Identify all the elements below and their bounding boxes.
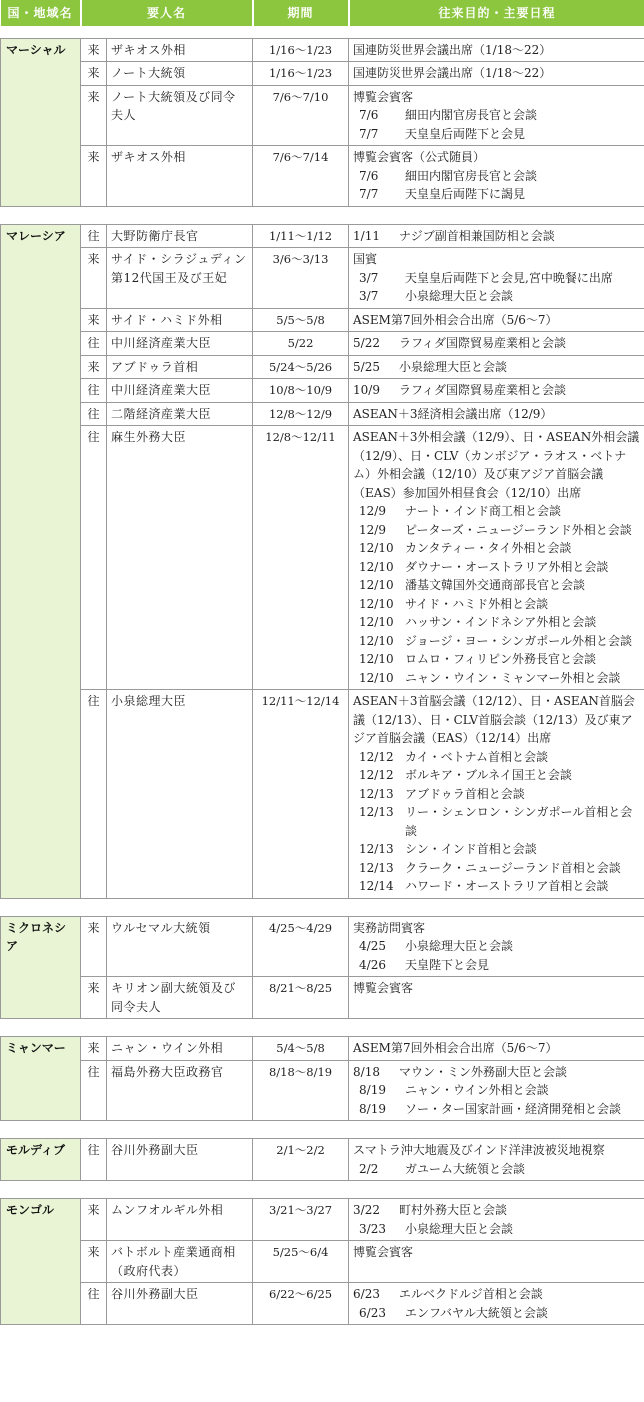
period-cell: 3/21～3/27 <box>253 1199 349 1241</box>
person-cell: 小泉総理大臣 <box>107 690 253 899</box>
schedule-date: 1/11 <box>353 228 380 243</box>
table-row <box>1 916 644 977</box>
schedule-date: 8/19 <box>359 1083 386 1097</box>
table-row <box>1 308 644 332</box>
schedule-text: 小泉総理大臣と会談 <box>399 359 508 374</box>
schedule-item <box>353 1220 642 1239</box>
schedule-text: 天皇陛下と会見 <box>405 957 490 972</box>
schedule-date: 2/2 <box>359 1161 379 1176</box>
purpose-cell <box>349 248 644 309</box>
schedule-item <box>353 937 642 956</box>
table-row <box>1 62 644 86</box>
schedule-date: 12/10 <box>359 615 394 629</box>
group-spacer <box>1 898 644 916</box>
table-row <box>1 248 644 309</box>
schedule-text: ナート・インド商工相と会談 <box>405 504 562 518</box>
person-cell: ノート大統領及び同令夫人 <box>107 85 253 146</box>
schedule-item <box>353 381 642 400</box>
person-cell: 中川経済産業大臣 <box>107 332 253 356</box>
purpose-text: ASEM第7回外相会合出席（5/6～7） <box>353 312 558 327</box>
schedule-item <box>353 334 642 353</box>
direction-cell: 来 <box>81 146 107 207</box>
person-cell: ザキオス外相 <box>107 146 253 207</box>
period-cell: 1/16～1/23 <box>253 62 349 86</box>
person-cell: サイド・ハミド外相 <box>107 308 253 332</box>
person-cell: キリオン副大統領及び同令夫人 <box>107 977 253 1019</box>
purpose-cell <box>349 402 644 426</box>
schedule-text: 細田内閣官房長官と会談 <box>405 168 538 183</box>
direction-cell: 来 <box>81 355 107 379</box>
schedule-date: 4/25 <box>359 939 386 953</box>
purpose-text: 博覧会賓客 <box>353 1245 414 1259</box>
period-cell: 12/11～12/14 <box>253 690 349 899</box>
schedule-text: ロムロ・フィリピン外務長官と会談 <box>405 652 597 666</box>
purpose-text: 国賓 <box>353 252 378 266</box>
person-cell: ウルセマル大統領 <box>107 916 253 977</box>
person-cell: 二階経済産業大臣 <box>107 402 253 426</box>
header-person: 要人名 <box>81 0 253 26</box>
schedule-date: 7/6 <box>359 168 379 183</box>
purpose-cell <box>349 62 644 86</box>
group-spacer <box>1 1019 644 1037</box>
purpose-text: ASEM第7回外相会合出席（5/6～7） <box>353 1041 558 1055</box>
schedule-item <box>353 1201 642 1220</box>
purpose-text: 博覧会賓客（公式随員） <box>353 150 486 164</box>
schedule-date: 12/10 <box>359 559 394 574</box>
schedule-text: クラーク・ニュージーランド首相と会談 <box>405 860 621 875</box>
purpose-cell <box>349 355 644 379</box>
period-cell: 12/8～12/11 <box>253 426 349 690</box>
schedule-text: 天皇皇后両陛下と会見 <box>405 126 526 141</box>
table-header-row <box>1 0 644 26</box>
schedule-text: ジョージ・ヨー・シンガポール外相と会談 <box>405 633 632 648</box>
period-cell: 7/6～7/14 <box>253 146 349 207</box>
person-cell: 中川経済産業大臣 <box>107 379 253 403</box>
schedule-item <box>353 185 642 204</box>
period-cell: 7/6～7/10 <box>253 85 349 146</box>
group-spacer <box>1 1121 644 1139</box>
table-row <box>1 977 644 1019</box>
person-cell: サイド・シラジュディン第12代国王及び王妃 <box>107 248 253 309</box>
schedule-item <box>353 1100 642 1119</box>
table-row <box>1 355 644 379</box>
period-cell: 12/8～12/9 <box>253 402 349 426</box>
direction-cell: 往 <box>81 224 107 248</box>
schedule-text: カンタティー・タイ外相と会談 <box>405 541 572 555</box>
person-cell: バトボルト産業通商相（政府代表） <box>107 1241 253 1283</box>
person-cell: 大野防衛庁長官 <box>107 224 253 248</box>
purpose-text: 実務訪問賓客 <box>353 920 426 935</box>
purpose-cell <box>349 1241 644 1283</box>
purpose-cell <box>349 690 644 899</box>
schedule-item <box>353 227 642 246</box>
direction-cell: 来 <box>81 1241 107 1283</box>
schedule-date: 12/9 <box>359 522 386 537</box>
schedule-date: 3/7 <box>359 289 379 303</box>
purpose-cell <box>349 38 644 62</box>
schedule-text: 小泉総理大臣と会談 <box>405 939 514 953</box>
schedule-date: 12/10 <box>359 652 394 666</box>
schedule-item <box>353 167 642 186</box>
period-cell: 1/11～1/12 <box>253 224 349 248</box>
table-row <box>1 379 644 403</box>
table-row <box>1 85 644 146</box>
schedule-item <box>353 521 642 540</box>
table-row <box>1 1199 644 1241</box>
purpose-cell <box>349 308 644 332</box>
purpose-cell <box>349 977 644 1019</box>
spacer-cell <box>1 206 644 224</box>
country-cell: ミクロネシア <box>1 916 81 1019</box>
schedule-date: 8/19 <box>359 1101 386 1116</box>
schedule-date: 7/6 <box>359 108 379 122</box>
schedule-item <box>353 748 642 767</box>
table-row <box>1 1060 644 1121</box>
header-country: 国・地域名 <box>1 0 81 26</box>
header-purpose: 往来目的・主要日程 <box>349 0 644 26</box>
schedule-text: エルベクドルジ首相と会談 <box>399 1287 543 1301</box>
direction-cell: 往 <box>81 1139 107 1181</box>
person-cell: ノート大統領 <box>107 62 253 86</box>
country-cell: マーシャル <box>1 38 81 206</box>
schedule-text: 小泉総理大臣と会談 <box>405 289 514 303</box>
country-cell: ミャンマー <box>1 1037 81 1121</box>
direction-cell: 往 <box>81 1283 107 1325</box>
spacer-cell <box>1 898 644 916</box>
schedule-text: ピーターズ・ニュージーランド外相と会談 <box>405 522 632 537</box>
purpose-cell <box>349 1060 644 1121</box>
direction-cell: 来 <box>81 308 107 332</box>
person-cell: ザキオス外相 <box>107 38 253 62</box>
purpose-cell <box>349 379 644 403</box>
schedule-text: 天皇皇后両陛下と会見,宮中晩餐に出席 <box>405 270 613 285</box>
schedule-item <box>353 1160 642 1179</box>
period-cell: 5/5～5/8 <box>253 308 349 332</box>
schedule-item <box>353 595 642 614</box>
period-cell: 5/4～5/8 <box>253 1037 349 1061</box>
schedule-item <box>353 613 642 632</box>
table-row <box>1 1139 644 1181</box>
purpose-text: ASEAN＋3外相会議（12/9）、日・ASEAN外相会議（12/9）、日・CLV（カンボジア・ラオス・ベトナム）外相会議（12/10）及び東アジア首脳会議（EAS）参加国外相昼食会（12/10）出席 <box>353 430 640 500</box>
schedule-date: 5/22 <box>353 336 380 350</box>
purpose-cell <box>349 916 644 977</box>
schedule-text: 小泉総理大臣と会談 <box>405 1221 514 1236</box>
table-row <box>1 1037 644 1061</box>
schedule-date: 12/9 <box>359 504 386 518</box>
direction-cell: 来 <box>81 1199 107 1241</box>
country-cell: モンゴル <box>1 1199 81 1325</box>
direction-cell: 来 <box>81 62 107 86</box>
person-cell: 谷川外務副大臣 <box>107 1283 253 1325</box>
period-cell: 8/18～8/19 <box>253 1060 349 1121</box>
schedule-text: ナジブ副首相兼国防相と会談 <box>399 228 555 243</box>
direction-cell: 来 <box>81 85 107 146</box>
header-period: 期間 <box>253 0 349 26</box>
period-cell: 3/6～3/13 <box>253 248 349 309</box>
schedule-date: 3/23 <box>359 1221 386 1236</box>
schedule-date: 12/12 <box>359 749 394 764</box>
purpose-cell <box>349 1283 644 1325</box>
direction-cell: 往 <box>81 402 107 426</box>
schedule-text: ニャン・ウイン・ミャンマー外相と会談 <box>405 670 621 685</box>
purpose-cell <box>349 426 644 690</box>
purpose-text: ASEAN＋3首脳会議（12/12）、日・ASEAN首脳会議（12/13）、日・CLV首脳会談（12/13）及び東アジア首脳会議（EAS）（12/14）出席 <box>353 694 635 745</box>
schedule-item <box>353 803 642 840</box>
schedule-text: マウン・ミン外務副大臣と会談 <box>399 1064 568 1079</box>
schedule-date: 6/23 <box>353 1287 380 1301</box>
person-cell: アブドゥラ首相 <box>107 355 253 379</box>
schedule-date: 12/13 <box>359 842 394 856</box>
direction-cell: 来 <box>81 38 107 62</box>
purpose-cell <box>349 1037 644 1061</box>
purpose-text: 博覧会賓客 <box>353 89 414 104</box>
purpose-cell <box>349 146 644 207</box>
table-row <box>1 332 644 356</box>
person-cell: 谷川外務副大臣 <box>107 1139 253 1181</box>
table-row <box>1 402 644 426</box>
schedule-text: カイ・ベトナム首相と会談 <box>405 749 549 764</box>
purpose-text: 国連防災世界会議出席（1/18～22） <box>353 42 552 57</box>
direction-cell: 来 <box>81 916 107 977</box>
schedule-item <box>353 632 642 651</box>
spacer-cell <box>1 1181 644 1199</box>
direction-cell: 往 <box>81 426 107 690</box>
schedule-text: ハワード・オーストラリア首相と会談 <box>405 879 609 893</box>
schedule-text: ボルキア・ブルネイ国王と会談 <box>405 768 572 782</box>
direction-cell: 往 <box>81 379 107 403</box>
schedule-text: 天皇皇后両陛下に謁見 <box>405 187 526 201</box>
schedule-date: 7/7 <box>359 187 379 201</box>
person-cell: 福島外務大臣政務官 <box>107 1060 253 1121</box>
table-row <box>1 1241 644 1283</box>
period-cell: 2/1～2/2 <box>253 1139 349 1181</box>
table-row <box>1 224 644 248</box>
schedule-date: 3/22 <box>353 1203 380 1217</box>
table-row <box>1 38 644 62</box>
schedule-item <box>353 125 642 144</box>
schedule-item <box>353 539 642 558</box>
schedule-date: 12/13 <box>359 860 394 875</box>
spacer-cell <box>1 26 644 38</box>
schedule-date: 12/12 <box>359 768 394 782</box>
period-cell: 5/22 <box>253 332 349 356</box>
person-cell: ニャン・ウイン外相 <box>107 1037 253 1061</box>
schedule-date: 12/10 <box>359 541 394 555</box>
schedule-date: 7/7 <box>359 126 379 141</box>
schedule-item <box>353 956 642 975</box>
direction-cell: 往 <box>81 332 107 356</box>
schedule-date: 6/23 <box>359 1305 386 1320</box>
schedule-text: 細田内閣官房長官と会談 <box>405 108 538 122</box>
schedule-date: 8/18 <box>353 1064 380 1079</box>
schedule-text: ラフィダ国際貿易産業相と会談 <box>399 336 567 350</box>
purpose-cell <box>349 1199 644 1241</box>
period-cell: 5/25～6/4 <box>253 1241 349 1283</box>
period-cell: 8/21～8/25 <box>253 977 349 1019</box>
schedule-item <box>353 840 642 859</box>
schedule-text: ハッサン・インドネシア外相と会談 <box>405 615 597 629</box>
schedule-item <box>353 502 642 521</box>
period-cell: 5/24～5/26 <box>253 355 349 379</box>
purpose-text: 博覧会賓客 <box>353 981 414 995</box>
spacer-cell <box>1 1019 644 1037</box>
schedule-text: エンフバヤル大統領と会談 <box>405 1305 548 1320</box>
direction-cell: 来 <box>81 248 107 309</box>
direction-cell: 往 <box>81 1060 107 1121</box>
schedule-date: 5/25 <box>353 359 380 374</box>
table-row <box>1 1283 644 1325</box>
schedule-text: 町村外務大臣と会談 <box>399 1203 508 1217</box>
schedule-date: 12/13 <box>359 786 394 801</box>
schedule-item <box>353 669 642 688</box>
schedule-text: リー・シェンロン・シンガポール首相と会談 <box>405 805 633 838</box>
direction-cell: 来 <box>81 1037 107 1061</box>
person-cell: ムンフオルギル外相 <box>107 1199 253 1241</box>
schedule-date: 12/14 <box>359 879 394 893</box>
schedule-text: 潘基文韓国外交通商部長官と会談 <box>405 578 586 592</box>
schedule-date: 10/9 <box>353 383 380 397</box>
schedule-item <box>353 576 642 595</box>
period-cell: 4/25～4/29 <box>253 916 349 977</box>
schedule-item <box>353 859 642 878</box>
period-cell: 10/8～10/9 <box>253 379 349 403</box>
schedule-item <box>353 269 642 288</box>
schedule-text: ダウナー・オーストラリア外相と会談 <box>405 559 609 574</box>
schedule-item <box>353 358 642 377</box>
table-row <box>1 426 644 690</box>
schedule-text: シン・インド首相と会談 <box>405 842 537 856</box>
schedule-text: ニャン・ウイン外相と会談 <box>405 1083 549 1097</box>
schedule-item <box>353 766 642 785</box>
country-cell: マレーシア <box>1 224 81 898</box>
period-cell: 1/16～1/23 <box>253 38 349 62</box>
schedule-text: サイド・ハミド外相と会談 <box>405 596 549 611</box>
schedule-text: アブドゥラ首相と会談 <box>405 786 525 801</box>
direction-cell: 往 <box>81 690 107 899</box>
group-spacer <box>1 26 644 38</box>
schedule-item <box>353 1304 642 1323</box>
schedule-item <box>353 785 642 804</box>
schedule-text: ソー・ター国家計画・経済開発相と会談 <box>405 1101 622 1116</box>
direction-cell: 来 <box>81 977 107 1019</box>
schedule-date: 12/10 <box>359 578 394 592</box>
purpose-cell <box>349 332 644 356</box>
table-row <box>1 690 644 899</box>
schedule-item <box>353 650 642 669</box>
schedule-item <box>353 558 642 577</box>
schedule-date: 12/13 <box>359 805 394 819</box>
table-row <box>1 146 644 207</box>
schedule-item <box>353 1285 642 1304</box>
schedule-item <box>353 1081 642 1100</box>
purpose-text: ASEAN＋3経済相会議出席（12/9） <box>353 406 553 421</box>
period-cell: 6/22～6/25 <box>253 1283 349 1325</box>
schedule-text: ラフィダ国際貿易産業相と会談 <box>399 383 567 397</box>
purpose-text: スマトラ沖大地震及びインド洋津波被災地視察 <box>353 1143 605 1157</box>
schedule-date: 4/26 <box>359 957 386 972</box>
group-spacer <box>1 206 644 224</box>
purpose-cell <box>349 224 644 248</box>
group-spacer <box>1 1181 644 1199</box>
schedule-date: 12/10 <box>359 670 394 685</box>
spacer-cell <box>1 1121 644 1139</box>
schedule-date: 12/10 <box>359 633 394 648</box>
schedule-date: 12/10 <box>359 596 394 611</box>
purpose-cell <box>349 1139 644 1181</box>
schedule-text: ガユーム大統領と会談 <box>405 1161 526 1176</box>
schedule-item <box>353 877 642 896</box>
country-cell: モルディブ <box>1 1139 81 1181</box>
purpose-text: 国連防災世界会議出席（1/18～22） <box>353 66 552 80</box>
schedule-date: 3/7 <box>359 270 379 285</box>
purpose-cell <box>349 85 644 146</box>
schedule-item <box>353 287 642 306</box>
schedule-item <box>353 1063 642 1082</box>
person-cell: 麻生外務大臣 <box>107 426 253 690</box>
schedule-item <box>353 106 642 125</box>
